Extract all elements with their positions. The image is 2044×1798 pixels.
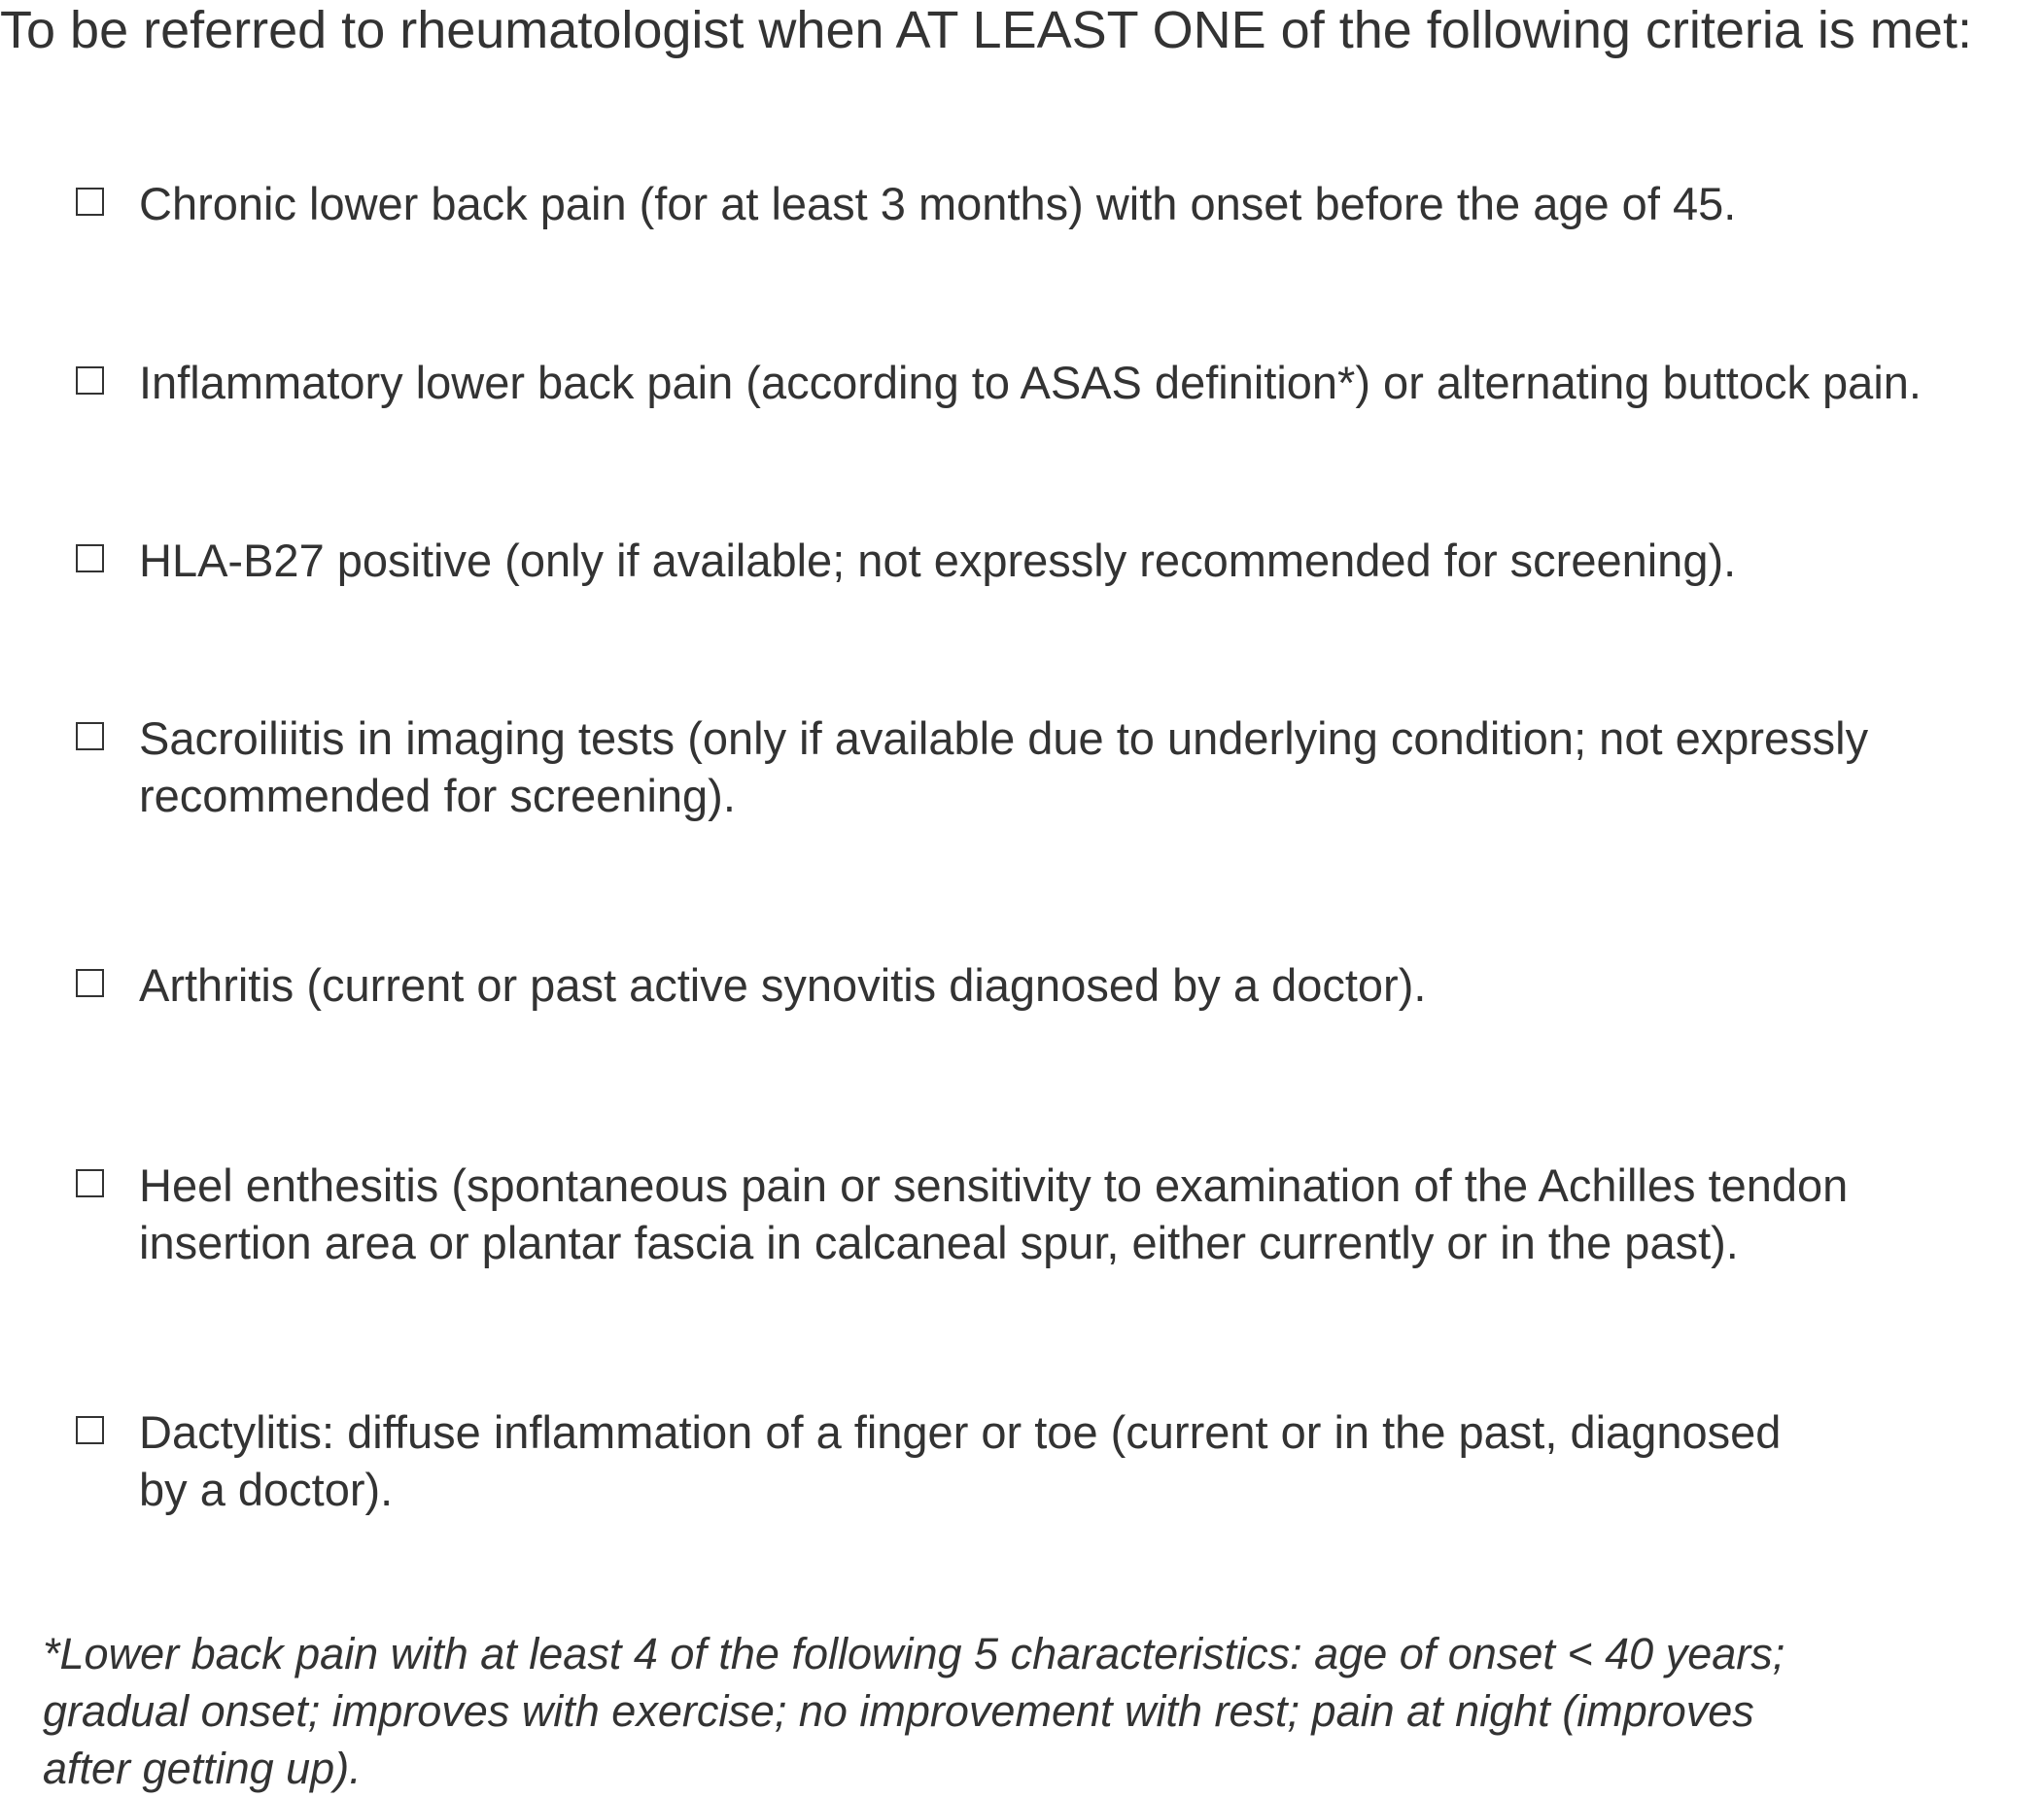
checkbox-icon[interactable] [76, 366, 104, 395]
criterion-line: Chronic lower back pain (for at least 3 months) with onset before the age of 45. [139, 178, 1737, 229]
checkbox-icon[interactable] [76, 722, 104, 750]
criterion-label [139, 354, 1922, 411]
criterion-chronic-lower-back-pain [76, 175, 1981, 232]
asas-definition-footnote [43, 1625, 2006, 1797]
checkbox-icon[interactable] [76, 969, 104, 997]
footnote-line: after getting up). [43, 1744, 362, 1793]
criterion-dactylitis [76, 1403, 1981, 1518]
checkbox-icon[interactable] [76, 1169, 104, 1197]
criterion-line: HLA-B27 positive (only if available; not expressly recommended for screening). [139, 535, 1737, 586]
criterion-line: Dactylitis: diffuse inflammation of a finger or toe (current or in the past, diagnosed [139, 1406, 1782, 1458]
criterion-hla-b27-positive [76, 532, 1981, 589]
criterion-line: Arthritis (current or past active synovitis diagnosed by a doctor). [139, 959, 1427, 1011]
checkbox-icon[interactable] [76, 1416, 104, 1444]
criterion-label [139, 175, 1736, 232]
criterion-label [139, 1403, 1781, 1518]
footnote-line: *Lower back pain with at least 4 of the following 5 characteristics: age of onset < 40 years; [43, 1629, 1785, 1678]
criterion-line: Sacroiliitis in imaging tests (only if available due to underlying condition; not expressly [139, 712, 1869, 764]
criterion-line: by a doctor). [139, 1464, 394, 1515]
criterion-label [139, 956, 1426, 1014]
criterion-label [139, 1157, 1848, 1271]
criterion-line: insertion area or plantar fascia in calcaneal spur, either currently or in the past). [139, 1217, 1739, 1268]
criterion-arthritis [76, 956, 1981, 1014]
checkbox-icon[interactable] [76, 544, 104, 572]
criterion-line: Inflammatory lower back pain (according to ASAS definition*) or alternating buttock pain. [139, 357, 1922, 408]
criterion-sacroiliitis [76, 709, 1981, 824]
criterion-label [139, 709, 1868, 824]
criterion-inflammatory-lower-back-pain [76, 354, 1981, 411]
criterion-line: recommended for screening). [139, 770, 736, 821]
criterion-heel-enthesitis [76, 1157, 1981, 1271]
page-title: To be referred to rheumatologist when AT LEAST ONE of the following criteria is met: [0, 1, 1972, 59]
criterion-label [139, 532, 1736, 589]
footnote-line: gradual onset; improves with exercise; no improvement with rest; pain at night (improves [43, 1686, 1754, 1736]
criterion-line: Heel enthesitis (spontaneous pain or sensitivity to examination of the Achilles tendon [139, 1159, 1849, 1211]
checkbox-icon[interactable] [76, 188, 104, 216]
